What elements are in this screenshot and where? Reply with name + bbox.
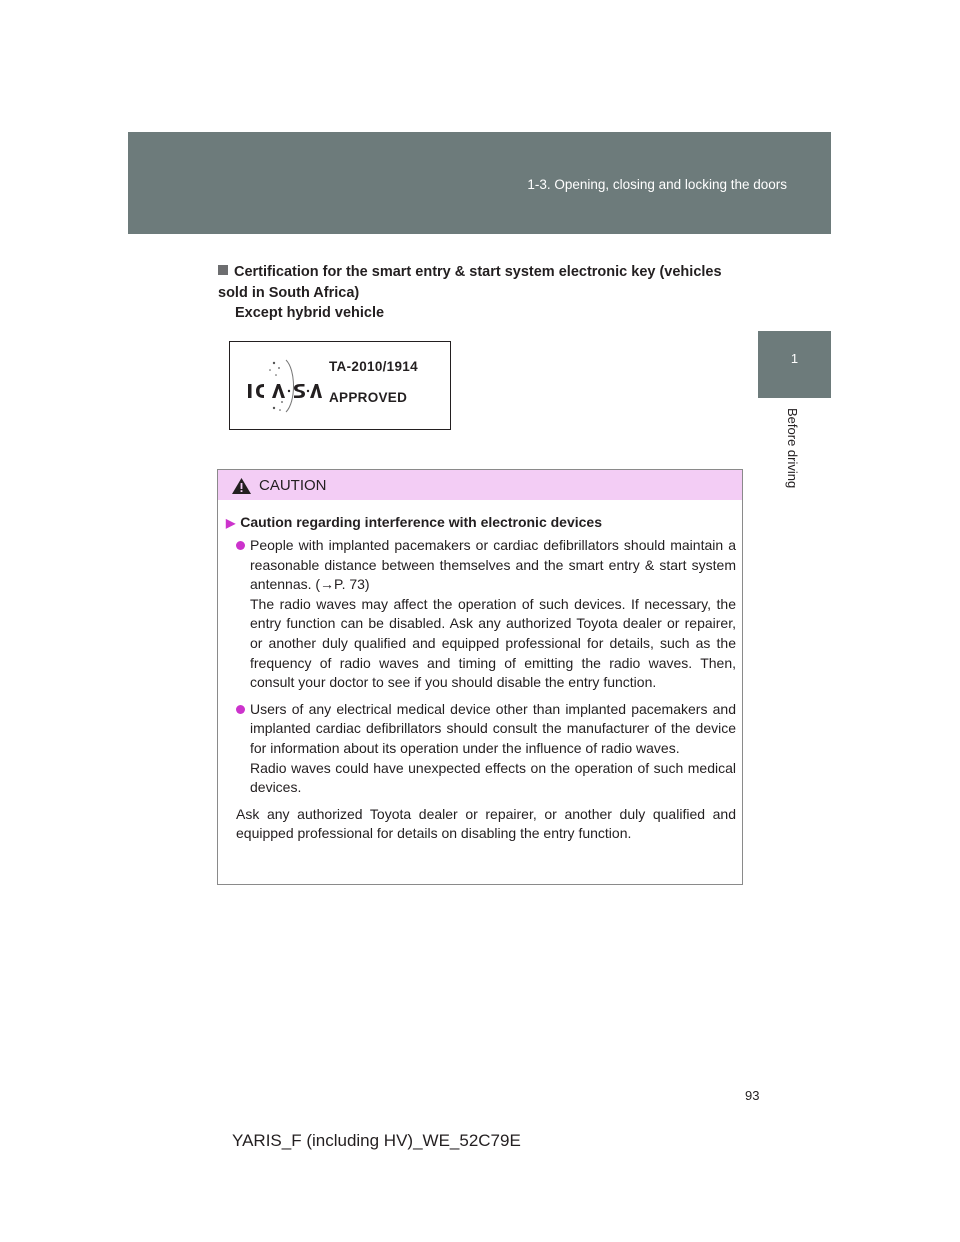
section-heading-text: Certification for the smart entry & start system electronic key (vehicles sold in South Africa)	[218, 264, 722, 301]
chapter-tab	[758, 331, 831, 398]
chapter-label-text: Before driving	[785, 408, 800, 489]
caution-body	[226, 512, 736, 844]
caution-bullet	[226, 536, 736, 693]
icasa-logo-icon	[246, 356, 322, 416]
caution-subheading	[226, 512, 736, 533]
caution-bullet	[226, 700, 736, 798]
caution-closing-note: Ask any authorized Toyota dealer or repairer, or another duly qualified and equipped professional for details on disabling the entry function.	[236, 805, 736, 842]
bullet-paragraph: Radio waves could have unexpected effects on the operation of such medical devices.	[250, 759, 736, 796]
document-footer: YARIS_F (including HV)_WE_52C79E	[232, 1131, 521, 1150]
bullet-paragraph: People with implanted pacemakers or cardiac defibrillators should maintain a reasonable distance between themselves and the smart entry & start system antennas. (→P. 73)	[250, 537, 736, 593]
caution-header	[218, 470, 742, 500]
certification-label	[229, 341, 451, 430]
bullet-dot-icon	[236, 705, 245, 714]
triangle-bullet-icon: ▶	[226, 516, 236, 530]
caution-subheading-text: Caution regarding interference with electronic devices	[240, 514, 602, 530]
chapter-number: 1	[790, 351, 799, 366]
bullet-paragraph: The radio waves may affect the operation of such devices. If necessary, the entry function can be disabled. Ask any authorized Toyota dealer or repairer, or another duly qualified and equipped professional for details, such as the frequency of radio waves and timing of emitting the radio waves. Then, consult your doctor to see if you should disable the entry function.	[250, 595, 736, 691]
certification-status: APPROVED	[329, 390, 408, 405]
chapter-side-label	[786, 408, 802, 508]
chapter-header-band	[128, 132, 831, 234]
caution-title: CAUTION	[259, 477, 327, 494]
section-subheading: Except hybrid vehicle	[235, 305, 385, 321]
caution-box	[217, 469, 743, 885]
section-heading	[218, 262, 748, 304]
warning-triangle-icon	[231, 477, 252, 495]
certification-number: TA-2010/1914	[329, 359, 418, 374]
page-number: 93	[745, 1088, 760, 1103]
bullet-dot-icon	[236, 541, 245, 550]
section-title: 1-3. Opening, closing and locking the doors	[527, 177, 787, 192]
bullet-paragraph: Users of any electrical medical device other than implanted pacemakers and implanted cardiac defibrillators should consult the manufacturer of the device for information about its operation under the influence of radio waves.	[250, 700, 736, 756]
square-bullet-icon	[218, 265, 228, 275]
